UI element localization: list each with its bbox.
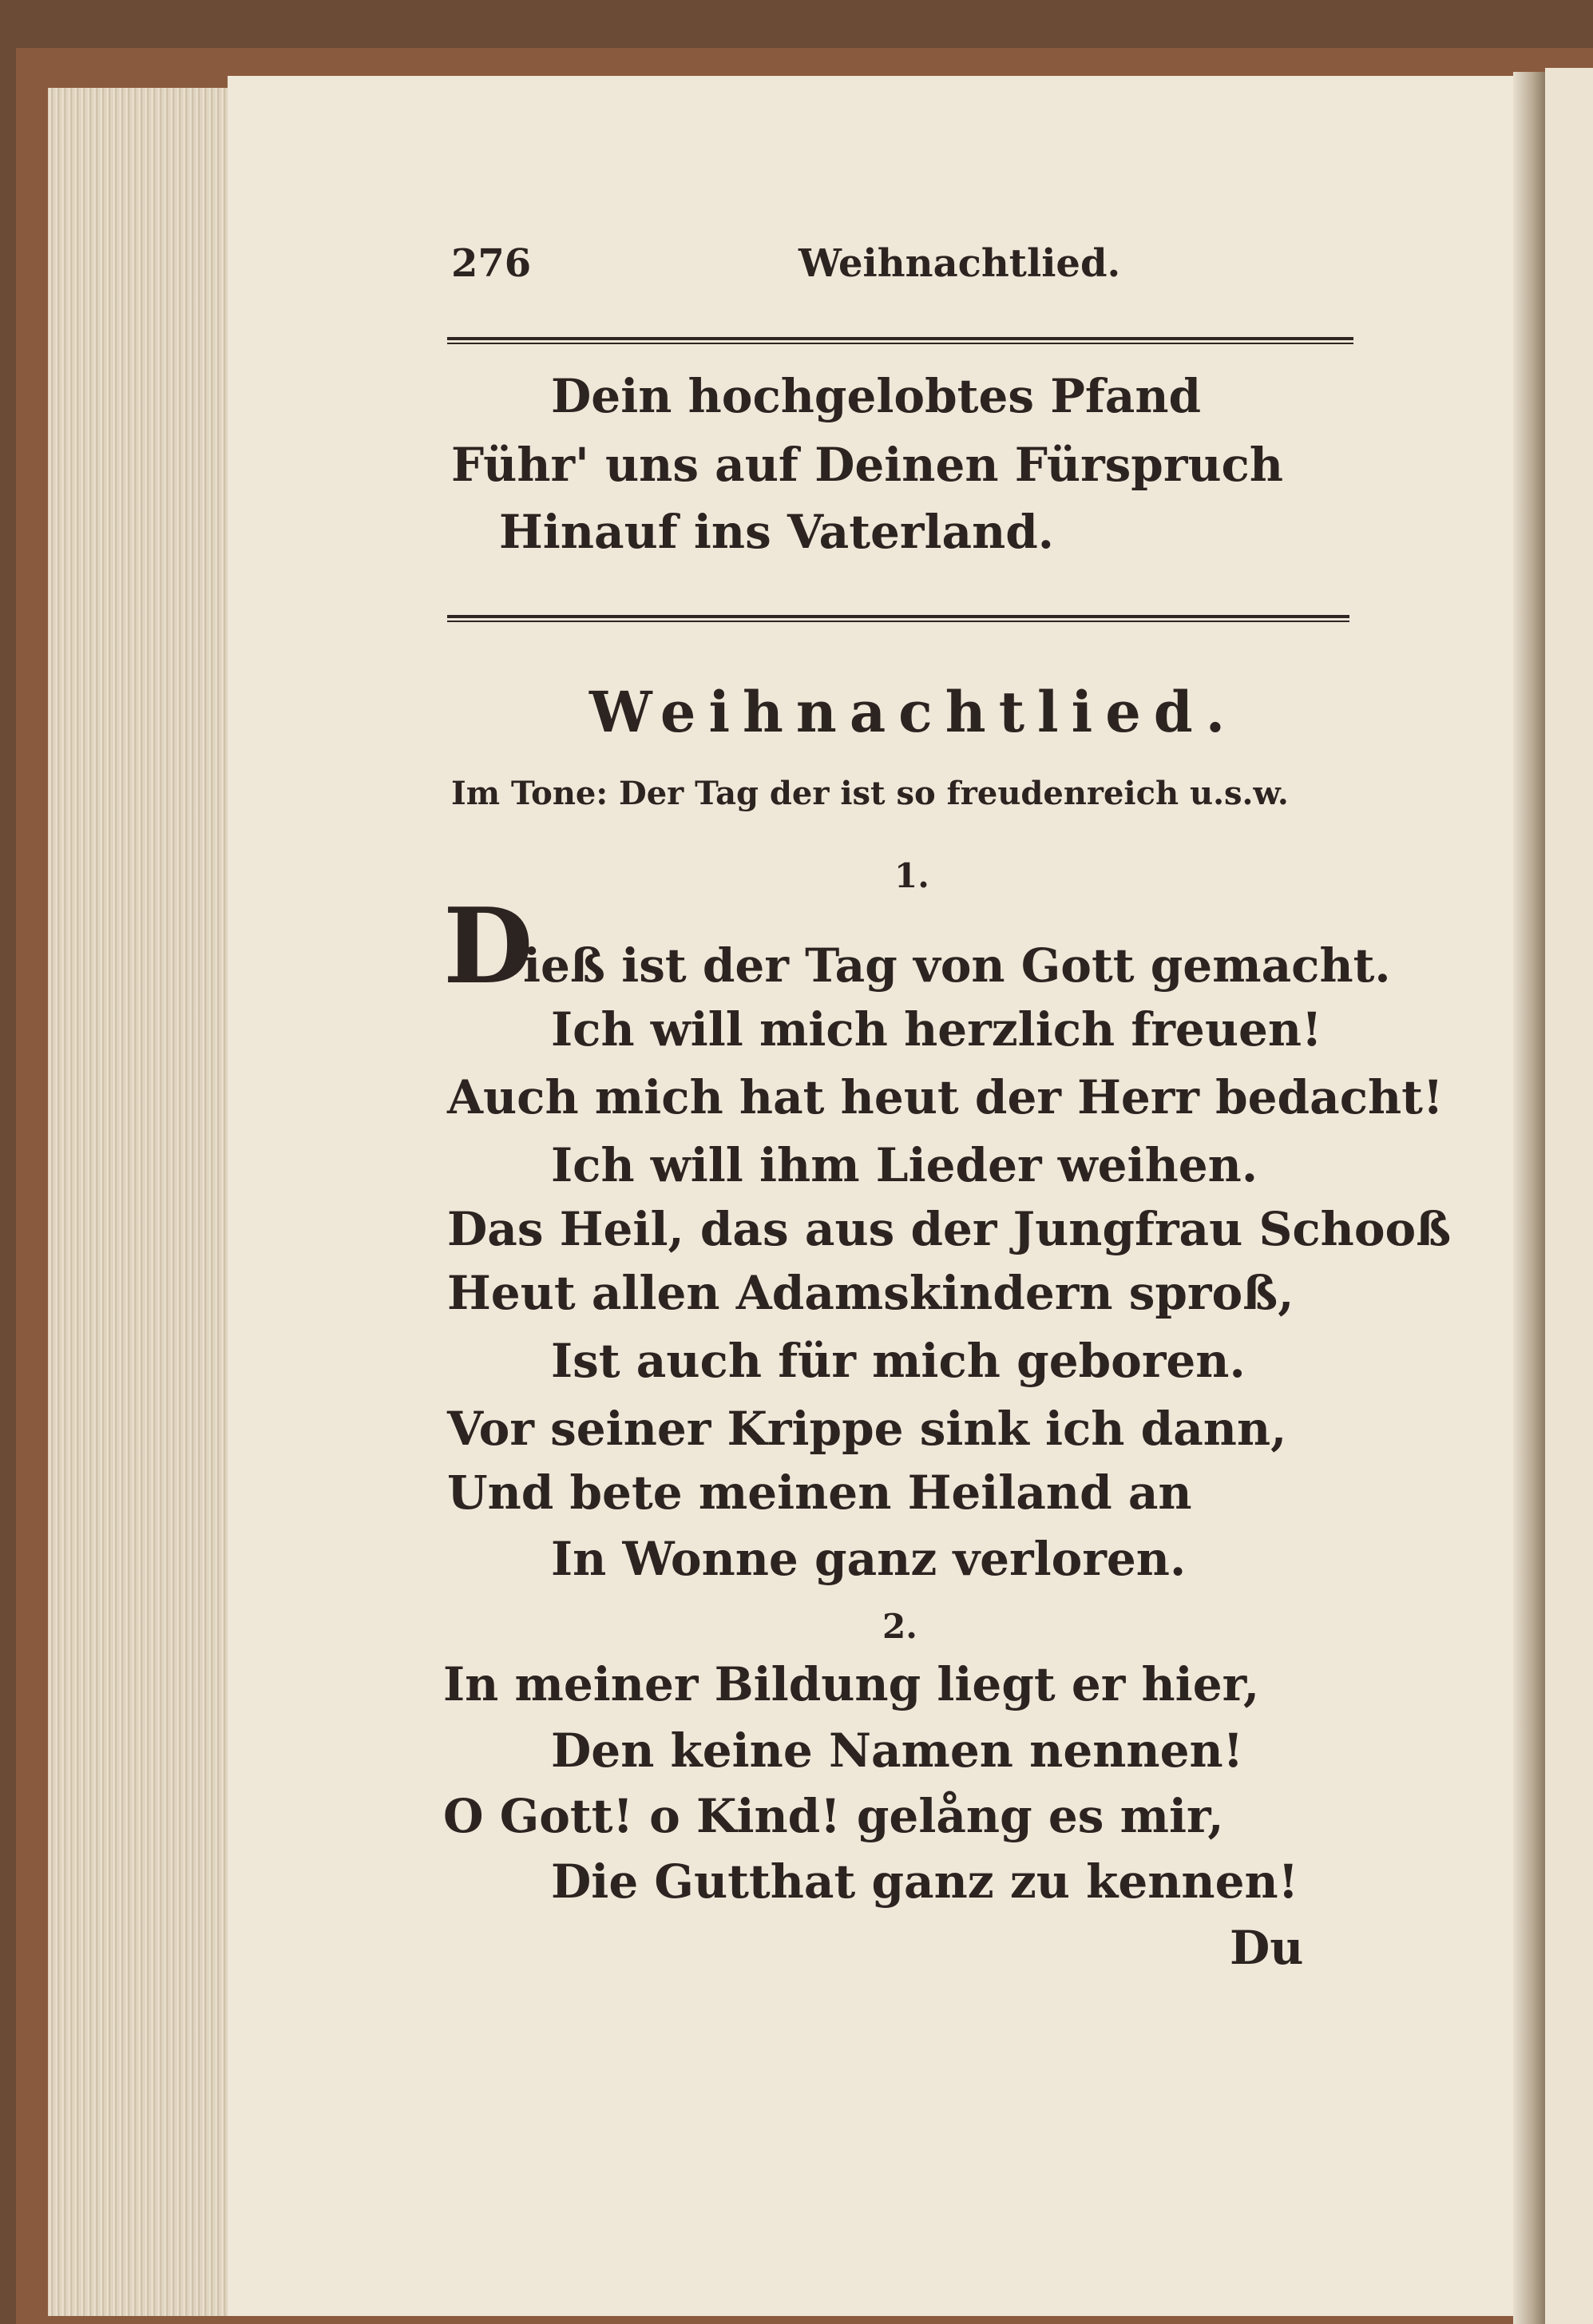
verse-line: Auch mich hat heut der Herr bedacht!: [447, 1070, 1444, 1124]
verse-line: Heut allen Adamskindern sproß,: [447, 1266, 1294, 1320]
verse-line: ieß ist der Tag von Gott gemacht.: [523, 938, 1391, 993]
verse-line: Ist auch für mich geboren.: [551, 1334, 1246, 1388]
verse-line: Hinauf ins Vaterland.: [499, 505, 1054, 559]
verse-line: Das Heil, das aus der Jungfrau Schooß: [447, 1202, 1452, 1256]
verse-line: In meiner Bildung liegt er hier,: [443, 1657, 1260, 1711]
page-number: 276: [451, 241, 532, 286]
verse-line: In Wonne ganz verloren.: [551, 1532, 1187, 1586]
drop-cap: D: [443, 885, 533, 1007]
verse-line: Vor seiner Krippe sink ich dann,: [447, 1402, 1287, 1456]
poem-title: Weihnachtlied.: [589, 679, 1238, 745]
section-rule: [447, 615, 1349, 622]
verse-line: Den keine Namen nennen!: [551, 1723, 1244, 1778]
melody-note: Im Tone: Der Tag der ist so freudenreich u.s.w.: [451, 775, 1289, 812]
verse-line: Ich will ihm Lieder weihen.: [551, 1138, 1258, 1192]
stanza-number: 2.: [882, 1607, 917, 1646]
header-rule: [447, 337, 1353, 344]
facing-page-edge: [1545, 68, 1593, 2324]
verse-line: O Gott! o Kind! gelång es mir,: [443, 1789, 1224, 1843]
verse-line: Die Gutthat ganz zu kennen!: [551, 1854, 1299, 1909]
book-gutter: [1513, 72, 1545, 2324]
verse-line: Ich will mich herzlich freuen!: [551, 1002, 1322, 1057]
running-title: Weihnachtlied.: [798, 241, 1121, 286]
page-edges: [48, 88, 232, 2316]
catchword: Du: [1230, 1921, 1304, 1975]
verse-line: Führ' uns auf Deinen Fürspruch: [451, 438, 1284, 492]
verse-line: Dein hochgelobtes Pfand: [551, 369, 1202, 423]
stanza-number: 1.: [894, 856, 929, 895]
verse-line: Und bete meinen Heiland an: [447, 1465, 1192, 1520]
